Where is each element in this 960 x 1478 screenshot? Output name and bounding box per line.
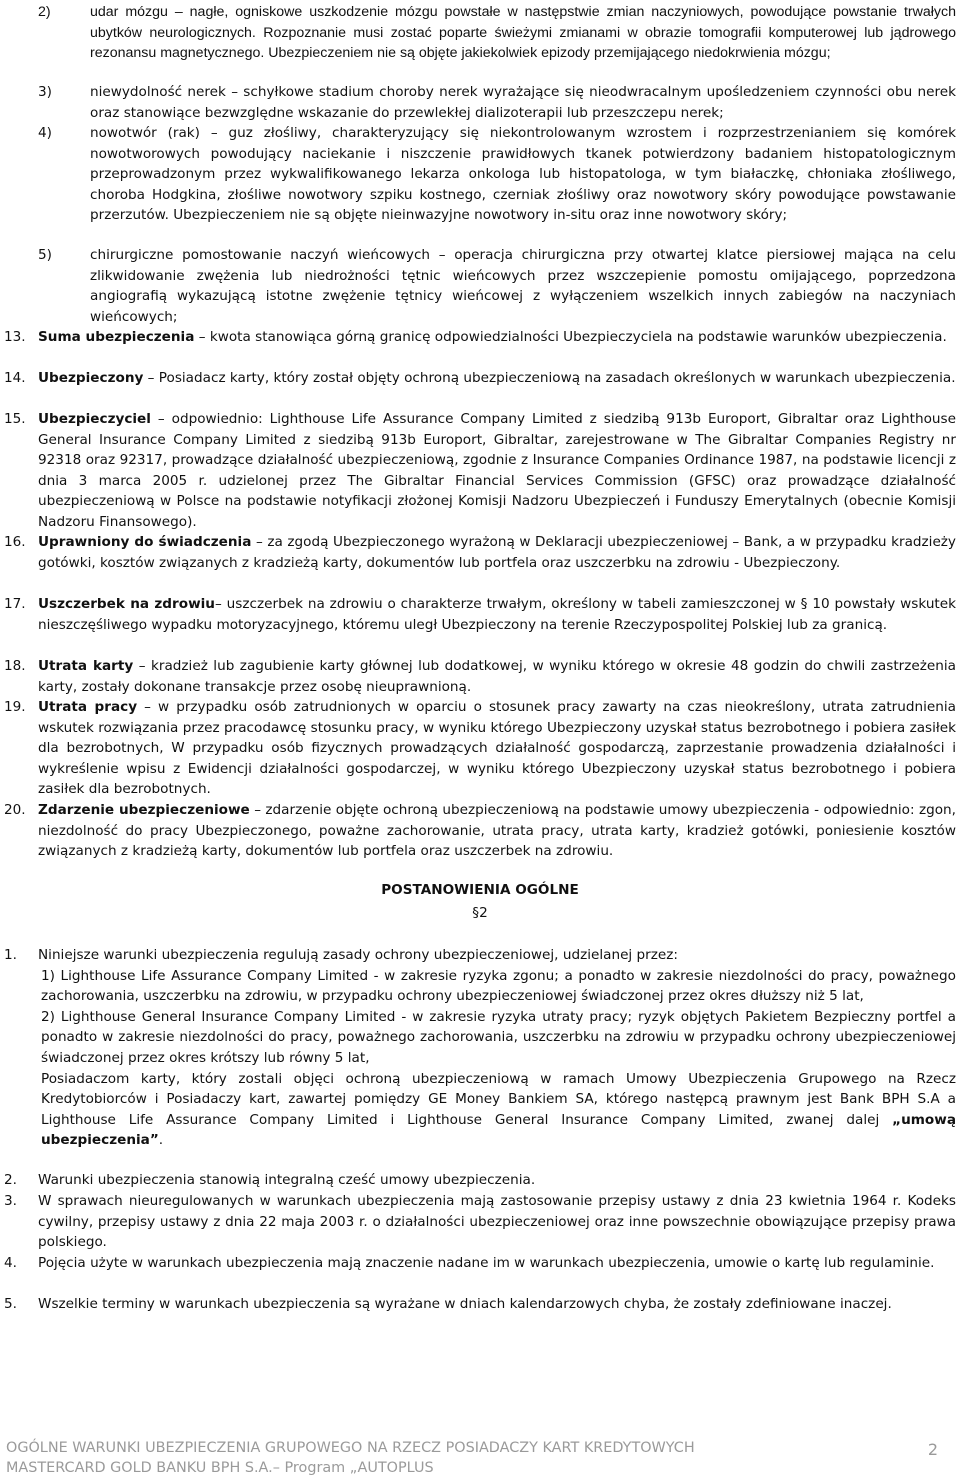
definition-14: [4, 368, 956, 389]
definition-text: – kwota stanowiąca górną granicę odpowiedzialności Ubezpieczyciela na podstawie warunków ubezpieczenia.: [194, 329, 947, 345]
provision-number: 1.: [4, 947, 17, 963]
definition-text: – w przypadku osób zatrudnionych w oparciu o stosunek pracy zawarty na czas nieokreślony, utrata zatrudnienia wskutek rozwiązania przez pracodawcę stosunku pracy, w wyniku którego Ubezpieczony uzyskał status bezrobotnego i pobiera zasiłek dla bezrobotnych, W przypadku osób fizycznych prowadzących działalność gospodarczą, zaprzestanie prowadzenia działalności i wykreślenie wpisu z Ewidencji działalności gospodarczej, w wyniku którego Ubezpieczony uzyskał status bezrobotnego i pobiera zasiłek dla bezrobotnych.: [38, 699, 956, 798]
definition-body: [38, 697, 956, 800]
definition-number: 18.: [4, 658, 26, 674]
footer-title-line-1: OGÓLNE WARUNKI UBEZPIECZENIA GRUPOWEGO NA RZECZ POSIADACZY KART KREDYTOWYCH: [6, 1440, 695, 1456]
definition-20: [4, 800, 956, 862]
definition-body: [38, 368, 956, 389]
subitem-text: nowotwór (rak) – guz złośliwy, charakteryzujący się niekontrolowanym wzrostem i rozprzestrzenianiem się komórek nowotworowych powodujący naciekanie i niszczenie prawidłowych tkanek potwierdzony badaniem histopatologicznym przeprowadzonym przez wykwalifikowanego lekarza onkologa lub histopatologa, w tym białaczkę, chłoniaka złośliwego, choroba Hodgkina, złośliwe nowotwory szpiku kostnego, czerniak złośliwy oraz nowotwory skóry powodujące powstawanie przerzutów. Ubezpieczeniem nie są objęte nieinwazyjne nowotwory in-situ oraz inne nowotwory skóry;: [90, 125, 956, 224]
provision-number: 2.: [4, 1172, 17, 1188]
definition-15: [4, 409, 956, 533]
section-heading: POSTANOWIENIA OGÓLNE: [381, 882, 579, 898]
definition-18: [4, 656, 956, 697]
definition-number: 19.: [4, 699, 26, 715]
definition-text: – zdarzenie objęte ochroną ubezpieczeniową na podstawie umowy ubezpieczenia - odpowiednio: zgon, niezdolność do pracy Ubezpieczonego, poważne zachorowanie, utrata pracy, utrata karty, kradzież gotówki, poniesienie kosztów związanych z kradzieżą karty, dokumentów lub portfela oraz uszczerbek na zdrowiu.: [38, 802, 956, 860]
definition-subitem-3: [38, 82, 956, 123]
provision-number: 4.: [4, 1255, 17, 1271]
definition-term: Uszczerbek na zdrowiu: [38, 596, 215, 612]
definition-body: [38, 800, 956, 862]
page-footer: [6, 1438, 954, 1478]
definition-17: [4, 594, 956, 635]
definition-term: Zdarzenie ubezpieczeniowe: [38, 802, 250, 818]
subitem-number: 2): [38, 4, 51, 20]
provision-closing-end: .: [158, 1132, 164, 1149]
provision-text: Warunki ubezpieczenia stanowią integralną cześć umowy ubezpieczenia.: [38, 1172, 536, 1188]
definition-number: 20.: [4, 802, 26, 818]
definition-subitem-4: [38, 123, 956, 226]
provision-text: Pojęcia użyte w warunkach ubezpieczenia mają znaczenie nadane im w warunkach ubezpieczenia, umowie o kartę lub regulaminie.: [38, 1255, 935, 1271]
subitem-number: 5): [38, 247, 52, 263]
provision-text: W sprawach nieuregulowanych w warunkach ubezpieczenia mają zastosowanie przepisy ustawy z dnia 23 kwietnia 1964 r. Kodeks cywilny, przepisy ustawy z dnia 22 maja 2003 r. o działalności ubezpieczeniowej oraz inne powszechnie obowiązujące przepisy prawa polskiego.: [38, 1193, 956, 1251]
definition-text: – Posiadacz karty, który został objęty ochroną ubezpieczeniową na zasadach określonych w warunkach ubezpieczenia.: [143, 370, 956, 386]
definition-number: 17.: [4, 596, 26, 612]
definition-term: Utrata karty: [38, 658, 134, 674]
provision-5: [4, 1294, 956, 1315]
provision-text: Niniejsze warunki ubezpieczenia regulują zasady ochrony ubezpieczeniowej, udzielanej przez:: [38, 947, 678, 963]
definition-text: – uszczerbek na zdrowiu o charakterze trwałym, określony w tabeli zamieszczonej w § 10 powstały wskutek nieszczęśliwego wypadku motoryzacyjnego, któremu uległ Ubezpieczony na terenie Rzeczypospolitej Polskiej lub za granicą.: [38, 596, 956, 633]
definition-number: 16.: [4, 534, 26, 550]
definition-text: – kradzież lub zagubienie karty głównej lub dodatkowej, w wyniku którego w okresie 48 godzin do chwili zastrzeżenia karty, zostały dokonane transakcje przez osobę nieuprawnioną.: [38, 658, 956, 695]
definition-number: 14.: [4, 370, 26, 386]
provision-4: [4, 1253, 956, 1274]
definition-13: [4, 327, 956, 348]
definition-subitem-2: [38, 2, 956, 64]
definition-body: [38, 656, 956, 697]
subitem-text: udar mózgu – nagłe, ogniskowe uszkodzenie mózgu powstałe w następstwie zmian naczyniowych, powodujące powstanie trwałych ubytków neurologicznych. Rozpoznanie musi zostać poparte świeżymi zmianami w obrazie tomografii komputerowej lub jądrowego rezonansu magnetycznego. Ubezpieczeniem nie są objęte jakiekolwiek epizody przemijającego niedokrwienia mózgu;: [90, 4, 956, 62]
definition-text: – za zgodą Ubezpieczonego wyrażoną w Deklaracji ubezpieczeniowej – Bank, a w przypadku kradzieży gotówki, kosztów związanych z kradzieżą karty, dokumentów lub portfela oraz uszczerbku na zdrowiu - Ubezpieczony.: [38, 534, 956, 571]
definition-body: [38, 327, 956, 348]
provision-closing: [38, 1069, 956, 1151]
definition-term: Ubezpieczony: [38, 370, 144, 386]
provision-closing-term: „umową ubezpieczenia”: [41, 1111, 956, 1149]
definition-subitem-5: [38, 245, 956, 327]
provision-number: 3.: [4, 1193, 17, 1209]
definition-number: 13.: [4, 329, 26, 345]
subitem-number: 4): [38, 125, 52, 141]
subitem-text: chirurgiczne pomostowanie naczyń wieńcowych – operacja chirurgiczna przy otwartej klatce piersiowej mająca na celu zlikwidowanie zwężenia lub niedrożności tętnic wieńcowych przez wszczepienie pomostu omijającego, poprzedzona angiografią wykazującą istotne zwężenie tętnicy wieńcowej z wyłączeniem wszelkich innych zabiegów na naczyniach wieńcowych;: [90, 247, 956, 325]
definition-term: Suma ubezpieczenia: [38, 329, 195, 345]
provision-subitem-1: 1) Lighthouse Life Assurance Company Limited - w zakresie ryzyka zgonu; a ponadto w zakresie niezdolności do pracy, poważnego zachorowania, uszczerbku na zdrowiu, w przypadku ochrony ubezpieczeniowej świadczonej przez okres dłuższy niż 5 lat,: [41, 967, 956, 1005]
definition-body: [38, 532, 956, 573]
provision-1: [4, 945, 956, 1151]
definition-term: Uprawniony do świadczenia: [38, 534, 252, 550]
definition-body: [38, 409, 956, 533]
provision-body: [38, 945, 956, 1151]
page-number: 2: [927, 1440, 938, 1459]
provision-3: [4, 1191, 956, 1253]
provision-subitem-2: 2) Lighthouse General Insurance Company Limited - w zakresie ryzyka utraty pracy; ryzyk objętych Pakietem Bezpieczny portfel a ponadto w zakresie niezdolności do pracy, poważnego zachorowania, uszczerbku na zdrowiu w przypadku ochrony ubezpieczeniowej świadczonej przez okres krótszy lub równy 5 lat,: [41, 1008, 956, 1066]
definition-text: – odpowiednio: Lighthouse Life Assurance Company Limited z siedzibą 913b Europort, Gibraltar oraz Lighthouse General Insurance Company Limited z siedzibą 913b Europort, Gibraltar, zarejestrowane w The Gibraltar Companies Registry nr 92318 oraz 92317, prowadzące działalność ubezpieczeniową, zgodnie z Insurance Companies Ordinance 1987, na podstawie licencji z dnia 3 marca 2005 r. udzielonej przez The Gibraltar Financial Services Commission (GFSC) oraz prowadzące działalność ubezpieczeniową w Polsce na podstawie notyfikacji złożonej Komisji Nadzoru Ubezpieczeń i Funduszy Emerytalnych (obecnie Komisji Nadzoru Finansowego).: [38, 411, 956, 530]
provision-number: 5.: [4, 1296, 17, 1312]
definition-term: Ubezpieczyciel: [38, 411, 151, 427]
definition-term: Utrata pracy: [38, 699, 138, 715]
section-mark: §2: [472, 905, 488, 921]
provision-text: Wszelkie terminy w warunkach ubezpieczenia są wyrażane w dniach kalendarzowych chyba, że zostały zdefiniowane inaczej.: [38, 1296, 892, 1312]
subitem-number: 3): [38, 84, 52, 100]
subitem-text: niewydolność nerek – schyłkowe stadium choroby nerek wyrażające się nieodwracalnym upośledzeniem czynności obu nerek oraz stanowiące bezwzględne wskazanie do przewlekłej dializoterapii lub przeszczepu nerek;: [90, 84, 956, 121]
provision-2: [4, 1170, 956, 1191]
definition-body: [38, 594, 956, 635]
definition-16: [4, 532, 956, 573]
definition-number: 15.: [4, 411, 26, 427]
footer-title-line-2: MASTERCARD GOLD BANKU BPH S.A.– Program „AUTOPLUS: [6, 1460, 434, 1476]
definition-19: [4, 697, 956, 800]
provision-closing-text: Posiadaczom karty, który zostali objęci ochroną ubezpieczeniową w ramach Umowy Ubezpieczenia Grupowego na Rzecz Kredytobiorców i Posiadaczy kart, zawartej pomiędzy GE Money Bankiem SA, którego następcą prawnym jest Bank BPH S.A a Lighthouse Life Assurance Company Limited i Lighthouse General Insurance Company Limited, zwanej dalej: [41, 1070, 956, 1128]
